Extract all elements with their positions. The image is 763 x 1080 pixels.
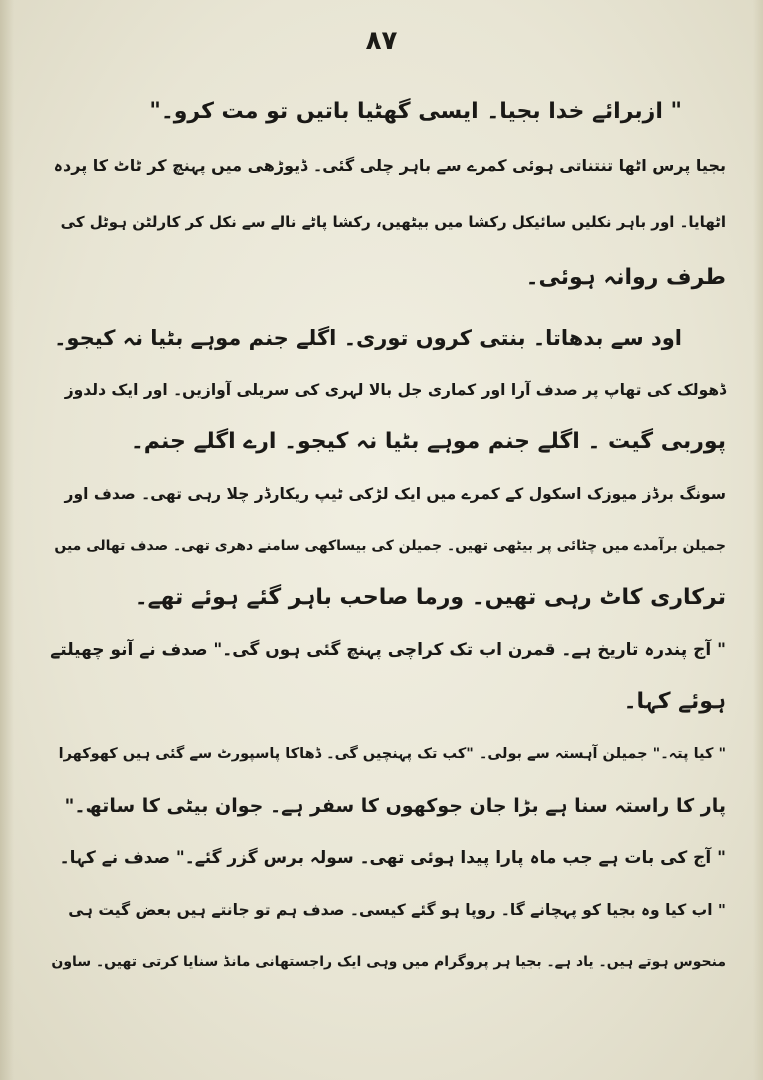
page-number: ۸۷ bbox=[365, 26, 398, 56]
text-line: اٹھایا۔ اور باہر نکلیں سائیکل رکشا میں بیٹھیں، رکشا پاٹے نالے سے نکل کر کارلٹن ہوٹل کی bbox=[60, 213, 726, 231]
text-line: ہوئے کہا۔ bbox=[623, 689, 726, 714]
text-line: سونگ برڈز میوزک اسکول کے کمرے میں ایک لڑکی ٹیپ ریکارڈر چلا رہی تھی۔ صدف اور bbox=[64, 485, 726, 503]
text-line: پوربی گیت ۔ اگلے جنم موہے بٹیا نہ کیجو۔ ارے اگلے جنم۔ bbox=[130, 429, 726, 454]
text-line: " ازبرائے خدا بجیا۔ ایسی گھٹیا باتیں تو مت کرو۔" bbox=[149, 99, 682, 124]
text-line: اود سے بدھاتا۔ بنتی کروں توری۔ اگلے جنم موہے بٹیا نہ کیجو۔ bbox=[54, 326, 682, 350]
text-line: طرف روانہ ہوئی۔ bbox=[525, 265, 726, 290]
text-line: ڈھولک کی تھاپ پر صدف آرا اور کماری جل بالا لہری کی سریلی آوازیں۔ اور ایک دلدوز bbox=[64, 381, 726, 399]
text-line: منحوس ہوتے ہیں۔ یاد ہے۔ بجیا ہر پروگرام میں وہی ایک راجستھانی مانڈ سنایا کرتی تھیں۔ ساون bbox=[51, 954, 726, 970]
text-line: ترکاری کاٹ رہی تھیں۔ ورما صاحب باہر گئے ہوئے تھے۔ bbox=[134, 585, 726, 610]
text-line: " اب کیا وہ بجیا کو پہچانے گا۔ روپا ہو گئے کیسی۔ صدف ہم تو جانتے ہیں بعض گیت ہی bbox=[68, 901, 726, 919]
text-line: " آج کی بات ہے جب ماہ پارا پیدا ہوئی تھی۔ سولہ برس گزر گئے۔" صدف نے کہا۔ bbox=[59, 848, 726, 868]
text-line: " کیا پتہ۔" جمیلن آہستہ سے بولی۔ "کب تک پہنچیں گی۔ ڈھاکا پاسپورٹ سے گئی ہیں کھوکھرا bbox=[58, 746, 726, 762]
text-line: " آج پندرہ تاریخ ہے۔ قمرن اب تک کراچی پہنچ گئی ہوں گی۔" صدف نے آنو چھیلتے bbox=[50, 640, 726, 660]
page-shadow-left bbox=[0, 0, 14, 1080]
text-line: جمیلن برآمدے میں چٹائی پر بیٹھی تھیں۔ جمیلن کی بیساکھی سامنے دھری تھی۔ صدف تھالی میں bbox=[54, 538, 726, 554]
text-line: پار کا راستہ سنا ہے بڑا جان جوکھوں کا سفر ہے۔ جوان بیٹی کا ساتھ۔" bbox=[64, 795, 726, 817]
page-shadow-right bbox=[753, 0, 763, 1080]
text-line: بجیا پرس اٹھا تنتناتی ہوئی کمرے سے باہر چلی گئی۔ ڈیوڑھی میں پہنچ کر ٹاٹ کا پردہ bbox=[53, 156, 726, 175]
